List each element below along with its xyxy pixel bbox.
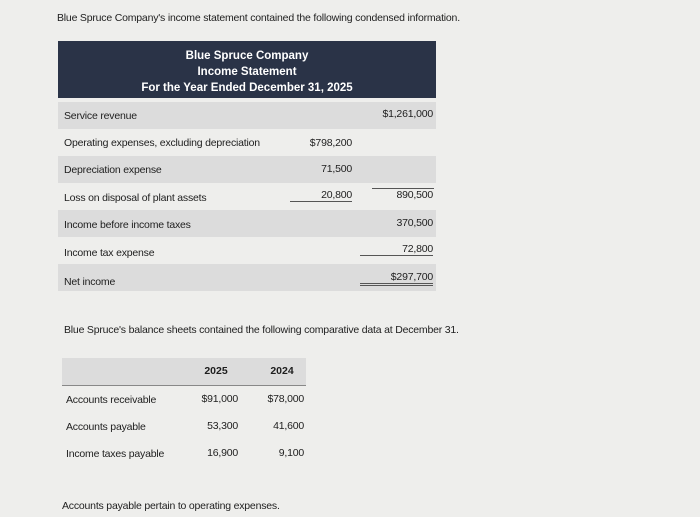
row-label-net-income: Net income [64,276,116,288]
value-operating-expenses: $798,200 [309,137,352,149]
balance-label-income-taxes-payable: Income taxes payable [66,448,165,460]
footer-note: Accounts payable pertain to operating expenses. [62,500,280,512]
balance-col-2024: 2024 [270,365,294,377]
balance-ap-2025: 53,300 [207,420,238,432]
value-depreciation: 71,500 [321,163,352,175]
subtotal-rule [372,188,434,189]
row-label-income-before-tax: Income before income taxes [64,219,191,231]
balance-label-accounts-receivable: Accounts receivable [66,394,157,406]
balance-ap-2024: 41,600 [273,420,304,432]
value-income-before-tax: 370,500 [396,217,433,229]
balance-intro-text: Blue Spruce's balance sheets contained the following comparative data at December 31. [64,324,459,336]
row-label-operating-expenses: Operating expenses, excluding depreciation [64,137,260,149]
value-total-expenses: 890,500 [396,189,433,201]
income-statement-header [58,41,436,98]
balance-header-rule [62,385,306,386]
row-label-income-tax: Income tax expense [64,247,155,259]
balance-itp-2024: 9,100 [278,447,304,459]
row-label-loss-disposal: Loss on disposal of plant assets [64,192,207,204]
balance-ar-2025: $91,000 [201,393,238,405]
statement-period: For the Year Ended December 31, 2025 [141,82,353,94]
balance-itp-2025: 16,900 [207,447,238,459]
value-loss-disposal: 20,800 [290,189,352,202]
row-label-service-revenue: Service revenue [64,110,137,122]
intro-text: Blue Spruce Company's income statement contained the following condensed information. [57,12,460,24]
company-name: Blue Spruce Company [185,50,309,62]
balance-label-accounts-payable: Accounts payable [66,421,146,433]
value-service-revenue: $1,261,000 [382,108,433,120]
value-income-tax: 72,800 [360,243,433,256]
row-label-depreciation: Depreciation expense [64,164,162,176]
balance-col-2025: 2025 [204,365,228,377]
value-net-income: $297,700 [360,271,433,286]
statement-title: Income Statement [197,66,297,78]
balance-ar-2024: $78,000 [267,393,304,405]
